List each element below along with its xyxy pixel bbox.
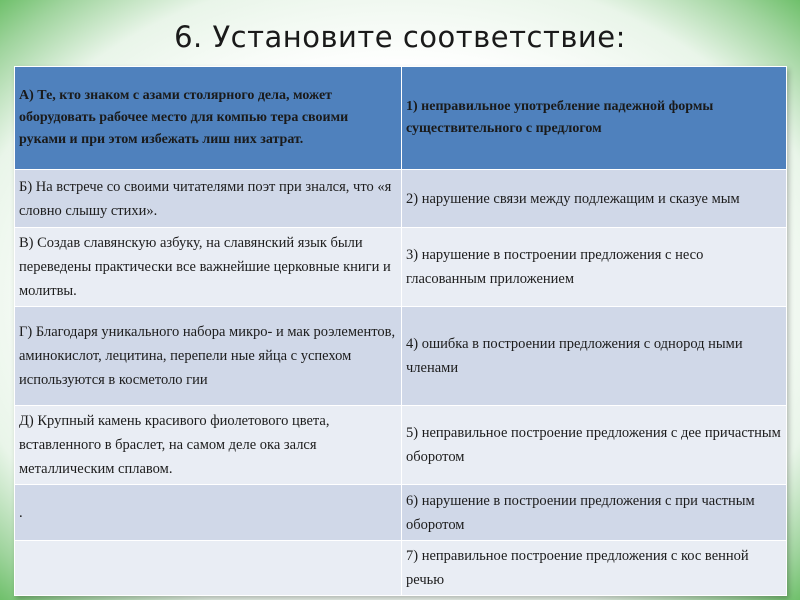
- table-row: [15, 307, 787, 406]
- table-row: [15, 170, 787, 228]
- slide-title: 6. Установите соответствие:: [174, 20, 626, 54]
- statement-cell: .: [15, 485, 402, 541]
- error-type-cell: 5) неправильное построение предложения с дее причастным оборотом: [402, 406, 787, 485]
- error-type-cell: 2) нарушение связи между подлежащим и сказуе мым: [402, 170, 787, 228]
- table-row: [15, 485, 787, 541]
- error-type-cell: 1) неправильное употребление падежной формы существительного с предлогом: [402, 67, 787, 170]
- statement-cell: Г) Благодаря уникального набора микро- и мак роэлементов, аминокислот, лецитина, перепели ные яйца с успехом используются в косметоло гии: [15, 307, 402, 406]
- matching-table: [14, 66, 787, 596]
- statement-cell: Д) Крупный камень красивого фиолетового цвета, вставленного в браслет, на самом деле ока зался металлическим сплавом.: [15, 406, 402, 485]
- error-type-cell: 3) нарушение в построении предложения с несо гласованным приложением: [402, 228, 787, 307]
- table-row: [15, 228, 787, 307]
- error-type-cell: 6) нарушение в построении предложения с при частным оборотом: [402, 485, 787, 541]
- statement-cell: В) Создав славянскую азбуку, на славянский язык были переведены практически все важнейшие церковные книги и молитвы.: [15, 228, 402, 307]
- statement-cell: [15, 541, 402, 596]
- error-type-cell: 7) неправильное построение предложения с кос венной речью: [402, 541, 787, 596]
- statement-cell: А) Те, кто знаком с азами столярного дела, может оборудовать рабочее место для компью тера своими руками и при этом избежать лиш них затрат.: [15, 67, 402, 170]
- error-type-cell: 4) ошибка в построении предложения с однород ными членами: [402, 307, 787, 406]
- table-row: [15, 541, 787, 596]
- table-row: [15, 67, 787, 170]
- statement-cell: Б) На встрече со своими читателями поэт при знался, что «я словно слышу стихи».: [15, 170, 402, 228]
- table-row: [15, 406, 787, 485]
